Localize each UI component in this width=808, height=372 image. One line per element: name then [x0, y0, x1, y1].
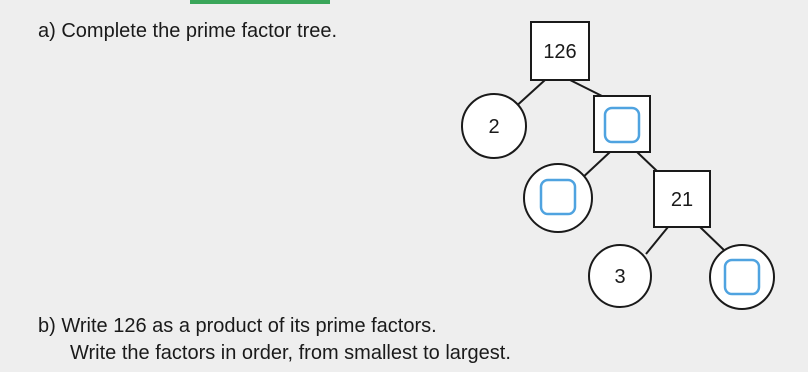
answer-box-prime-level3[interactable]	[725, 260, 759, 294]
node-21-value: 21	[670, 189, 694, 211]
question-b	[38, 314, 437, 338]
question-a-label: a)	[38, 20, 56, 42]
question-b-line2: Write the factors in order, from smallest to largest.	[70, 342, 511, 364]
question-b-label: b)	[38, 315, 56, 337]
answer-box-composite[interactable]	[605, 108, 639, 142]
node-3-value: 3	[614, 266, 626, 288]
node-2-value: 2	[488, 116, 500, 138]
branch-21-to-3	[646, 227, 668, 254]
branch-63-to-21	[637, 152, 658, 172]
answer-box-prime-level2[interactable]	[541, 180, 575, 214]
node-126-value: 126	[543, 41, 577, 63]
question-a-text: Complete the prime factor tree.	[61, 20, 338, 42]
branch-21-to-7	[700, 227, 726, 252]
question-b-line1: Write 126 as a product of its prime factors.	[61, 315, 437, 337]
